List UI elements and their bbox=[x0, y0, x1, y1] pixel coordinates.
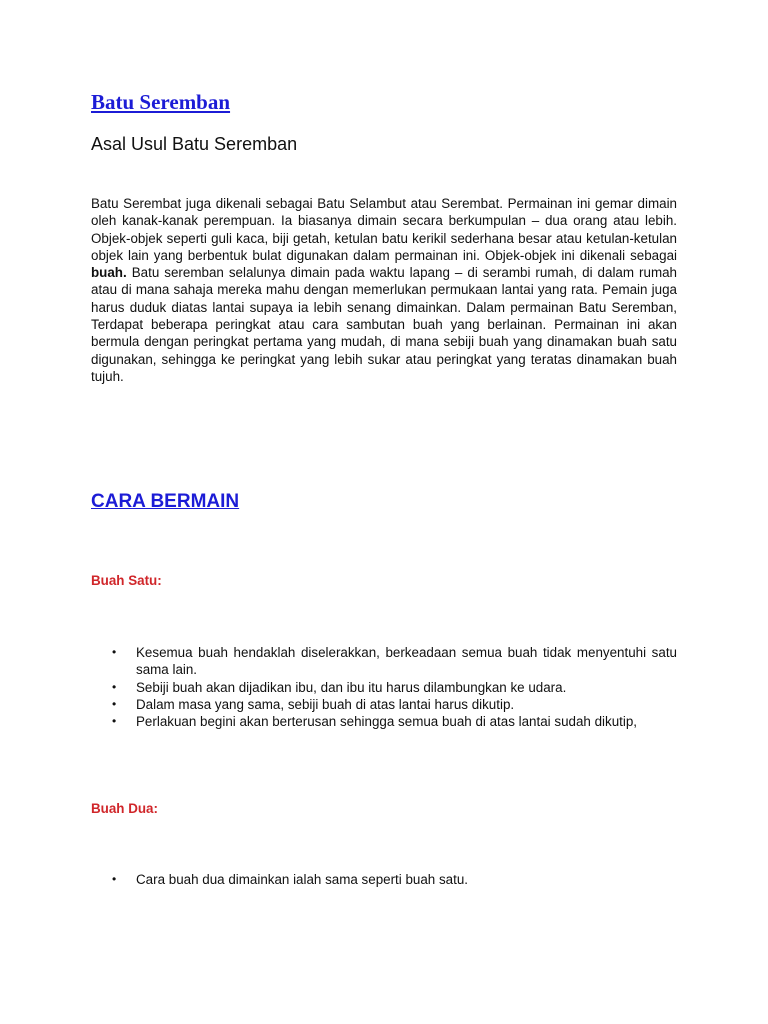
bullet-icon: • bbox=[112, 696, 117, 711]
list-item bbox=[91, 696, 677, 713]
bullet-icon: • bbox=[112, 872, 117, 886]
list-item bbox=[91, 871, 677, 888]
intro-bold-term: buah. bbox=[91, 265, 127, 281]
bullet-icon: • bbox=[112, 714, 117, 729]
list-item-text: Cara buah dua dimainkan ialah sama seperti buah satu. bbox=[136, 872, 469, 887]
list-item-text: Kesemua buah hendaklah diselerakkan, berkeadaan semua buah tidak menyentuhi satu sama lain. bbox=[136, 645, 677, 678]
intro-paragraph bbox=[91, 195, 677, 385]
document-subtitle: Asal Usul Batu Seremban bbox=[91, 134, 298, 154]
list-item bbox=[91, 713, 677, 730]
document-title[interactable]: Batu Seremban bbox=[91, 90, 231, 114]
step-heading-buah-dua: Buah Dua: bbox=[91, 801, 158, 816]
list-item-text: Sebiji buah akan dijadikan ibu, dan ibu itu harus dilambungkan ke udara. bbox=[136, 679, 567, 695]
bullet-icon: • bbox=[112, 679, 117, 694]
bullet-icon: • bbox=[112, 645, 117, 659]
bullet-list-buah-dua bbox=[91, 871, 677, 888]
bullet-list-buah-satu bbox=[91, 644, 677, 730]
list-item-text: Perlakuan begini akan berterusan sehingga semua buah di atas lantai sudah dikutip, bbox=[136, 714, 638, 730]
step-heading-buah-satu: Buah Satu: bbox=[91, 573, 162, 588]
intro-text-part-2: Batu seremban selalunya dimain pada waktu lapang – di serambi rumah, di dalam rumah atau di mana sahaja mereka mahu dengan memerlukan permukaan lantai yang rata. Pemain juga harus duduk diatas lantai supaya ia lebih senang dimainkan. Dalam permainan Batu Seremban, Terdapat beberapa peringkat atau cara sambutan buah yang berlainan. Permainan ini akan bermula dengan peringkat pertama yang mudah, di mana sebiji buah yang dinamakan buah satu digunakan, sehingga ke peringkat yang lebih sukar atau peringkat yang teratas dinamakan buah tujuh. bbox=[91, 265, 677, 384]
list-item bbox=[91, 679, 677, 696]
intro-text-part-1: Batu Serembat juga dikenali sebagai Batu Selambut atau Serembat. Permainan ini gemar dimain oleh kanak-kanak perempuan. Ia biasanya dimain secara berkumpulan – dua orang atau lebih. Objek-objek seperti guli kaca, biji getah, ketulan batu kerikil sederhana besar atau ketulan-ketulan objek lain yang berbentuk bulat digunakan dalam permainan ini. Objek-objek ini dikenali sebagai bbox=[91, 196, 677, 263]
list-item-text: Dalam masa yang sama, sebiji buah di atas lantai harus dikutip. bbox=[136, 696, 515, 712]
list-item bbox=[91, 644, 677, 679]
section-heading-cara-bermain[interactable]: CARA BERMAIN bbox=[91, 491, 240, 512]
